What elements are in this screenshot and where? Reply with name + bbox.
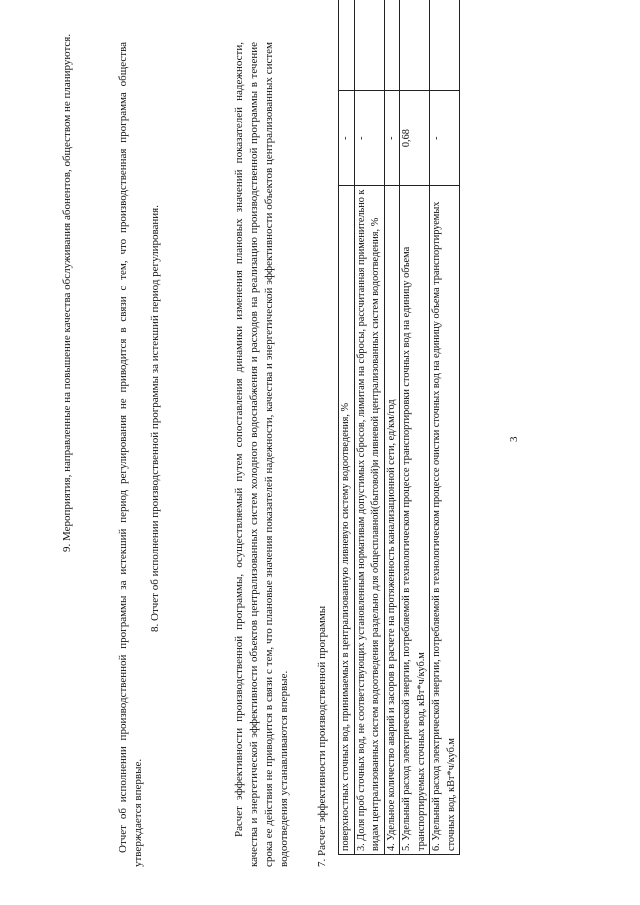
indicator-value: -: [354, 91, 384, 186]
section-7-text: Расчет эффективности производственной программы, осуществляемый путем сопоставления динамики изменения плановых значений показателей надежности, качества и энергетической эффективности объектов централизованных систем холодного водоснабжения и расходов на реализацию производственной программы в течение срока ее действия не приводится в связи с тем, что плановые значения показателей надежности, качества и энергетической эффективности объектов централизованных систем водоотведения устанавливаются впервые.: [233, 42, 290, 867]
table-row: [354, 0, 384, 855]
indicator-extra: [430, 0, 460, 91]
indicator-name: 6. Удельный расход электрической энергии, потребляемой в технологическом процессе очистки сточных вод на единицу объема транспортируемых сточных вод, кВт*ч/куб.м: [430, 186, 460, 855]
indicator-value: -: [384, 91, 400, 186]
indicator-name: 5. Удельный расход электрической энергии, потребляемой в технологическом процессе транспортировки сточных вод на единицу объема транспортируемых сточных вод, кВт*ч/куб.м: [400, 186, 430, 855]
indicator-value: 0,68: [400, 91, 430, 186]
section-9-title: 9. Мероприятия, направленные на повышение качества обслуживания абонентов, обществом не планируются.: [61, 33, 73, 552]
section-8-text: Отчет об исполнении производственной программы за истекший период регулирования не приводится в связи с тем, что производственная программа общества утверждается впервые.: [117, 42, 144, 867]
table-row: [384, 0, 400, 855]
table-row: [400, 0, 430, 855]
section-7-title: 7. Расчет эффективности производственной программы: [316, 605, 328, 867]
indicators-table: [338, 0, 460, 855]
page-number: 3: [508, 436, 520, 442]
indicator-name: 3. Доля проб сточных вод, не соответствующих установленным нормативам допустимых сбросов, лимитам на сбросы, рассчитанная применительно к видам централизованных систем водоотведения раздельно для общесплавной(бытовой)и ливневой централизованных систем водоотведения, %: [354, 186, 384, 855]
indicator-extra: [384, 0, 400, 91]
table-row: [430, 0, 460, 855]
indicator-extra: [339, 0, 355, 91]
indicator-value: -: [430, 91, 460, 186]
section-8-title: 8. Отчет об исполнении производственной программы за истекший период регулирования.: [149, 205, 161, 632]
indicator-name: 4. Удельное количество аварий и засоров в расчете на протяженность канализационной сети, ед/км/год: [384, 186, 400, 855]
indicator-name: поверхностных сточных вод, принимаемых в централизованную ливневую систему водоотведения, %: [339, 186, 355, 855]
indicator-extra: [354, 0, 384, 91]
rotated-content: [20, 22, 620, 882]
indicator-value: -: [339, 91, 355, 186]
table-row: [339, 0, 355, 855]
indicator-extra: [400, 0, 430, 91]
